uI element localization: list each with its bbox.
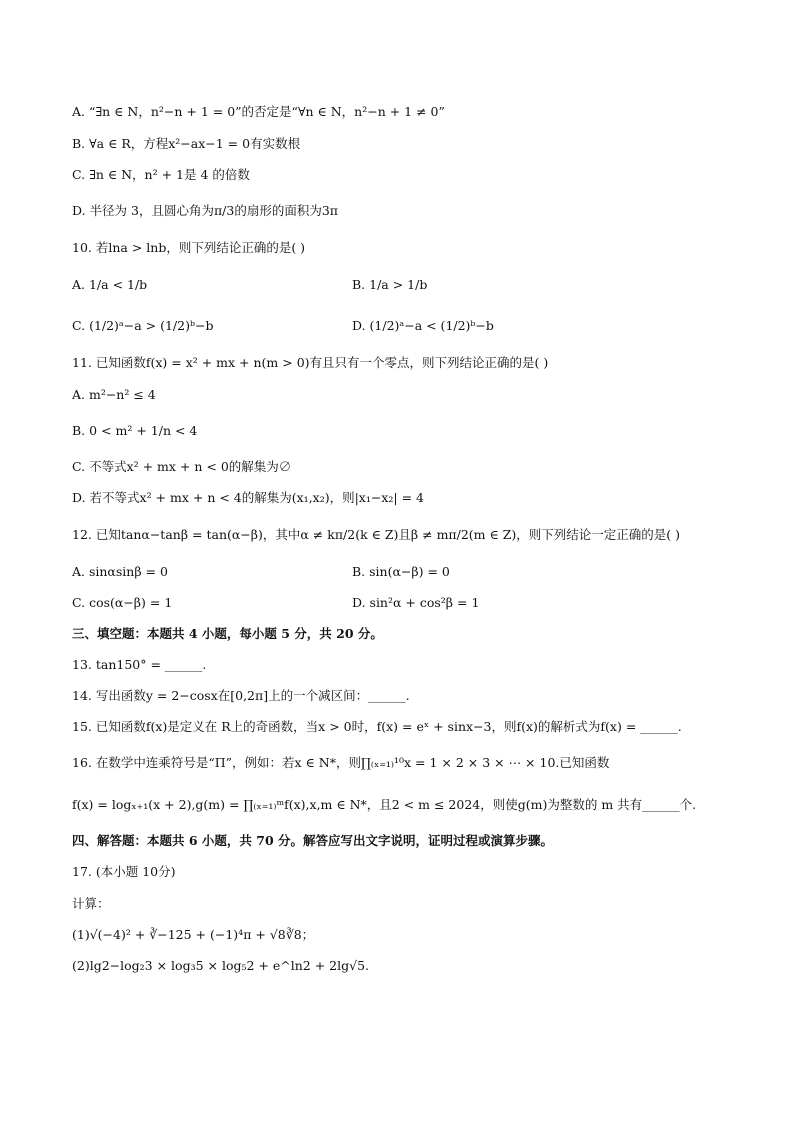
q10-stem: 10. 若lna > lnb，则下列结论正确的是( ) (72, 240, 306, 255)
q12-stem: 12. 已知tanα−tanβ = tan(α−β)，其中α ≠ kπ/2(k ∈ Z)且β ≠ mπ/2(m ∈ Z)，则下列结论一定正确的是( ) (72, 527, 681, 542)
q9-option-c: C. ∃n ∈ N，n² + 1是 4 的倍数 (72, 167, 250, 182)
q9-option-b: B. ∀a ∈ R，方程x²−ax−1 = 0有实数根 (72, 136, 301, 151)
q16-line2: f(x) = logₓ₊₁(x + 2),g(m) = ∏₍ₓ₌₁₎ᵐf(x),x,m ∈ N*，且2 < m ≤ 2024，则使g(m)为整数的 m 共有______个. (72, 797, 697, 812)
section-answer-heading: 四、解答题：本题共 6 小题，共 70 分。解答应写出文字说明，证明过程或演算步骤。 (72, 833, 554, 848)
q10-option-c: C. (1/2)ᵃ−a > (1/2)ᵇ−b (72, 318, 214, 333)
q15: 15. 已知函数f(x)是定义在 R上的奇函数，当x > 0时，f(x) = eˣ + sinx−3，则f(x)的解析式为f(x) = ______. (72, 719, 682, 734)
q12-option-a: A. sinαsinβ = 0 (72, 564, 168, 579)
q11-option-a: A. m²−n² ≤ 4 (72, 387, 156, 402)
q14: 14. 写出函数y = 2−cosx在[0,2π]上的一个减区间：______. (72, 688, 410, 703)
q9-option-a: A. “∃n ∈ N，n²−n + 1 = 0”的否定是“∀n ∈ N，n²−n + 1 ≠ 0” (72, 104, 445, 119)
q16-line1: 16. 在数学中连乘符号是“Π”，例如：若x ∈ N*，则∏₍ₓ₌₁₎¹⁰x = 1 × 2 × 3 × ⋯ × 10.已知函数 (72, 755, 610, 770)
q10-option-d: D. (1/2)ᵃ−a < (1/2)ᵇ−b (352, 318, 494, 333)
q12-option-b: B. sin(α−β) = 0 (352, 564, 450, 579)
q11-stem: 11. 已知函数f(x) = x² + mx + n(m > 0)有且只有一个零点，则下列结论正确的是( ) (72, 355, 549, 370)
q17-part2: (2)lg2−log₂3 × log₃5 × log₅2 + e^ln2 + 2lg√5. (72, 958, 369, 973)
q10-option-a: A. 1/a < 1/b (72, 277, 148, 292)
q17-instruction: 计算： (72, 896, 110, 911)
q11-option-d: D. 若不等式x² + mx + n < 4的解集为(x₁,x₂)，则|x₁−x₂| = 4 (72, 490, 424, 505)
q17-header: 17. (本小题 10分) (72, 864, 176, 879)
q12-option-c: C. cos(α−β) = 1 (72, 595, 173, 610)
q9-option-d: D. 半径为 3，且圆心角为π/3的扇形的面积为3π (72, 203, 338, 218)
q17-part1: (1)√(−4)² + ∛−125 + (−1)⁴π + √8∛8； (72, 927, 315, 942)
q13: 13. tan150° = ______. (72, 657, 207, 672)
q11-option-b: B. 0 < m² + 1/n < 4 (72, 423, 198, 438)
q10-option-b: B. 1/a > 1/b (352, 277, 428, 292)
q11-option-c: C. 不等式x² + mx + n < 0的解集为∅ (72, 459, 292, 474)
q12-option-d: D. sin²α + cos²β = 1 (352, 595, 480, 610)
section-fill-in-heading: 三、填空题：本题共 4 小题，每小题 5 分，共 20 分。 (72, 626, 383, 641)
